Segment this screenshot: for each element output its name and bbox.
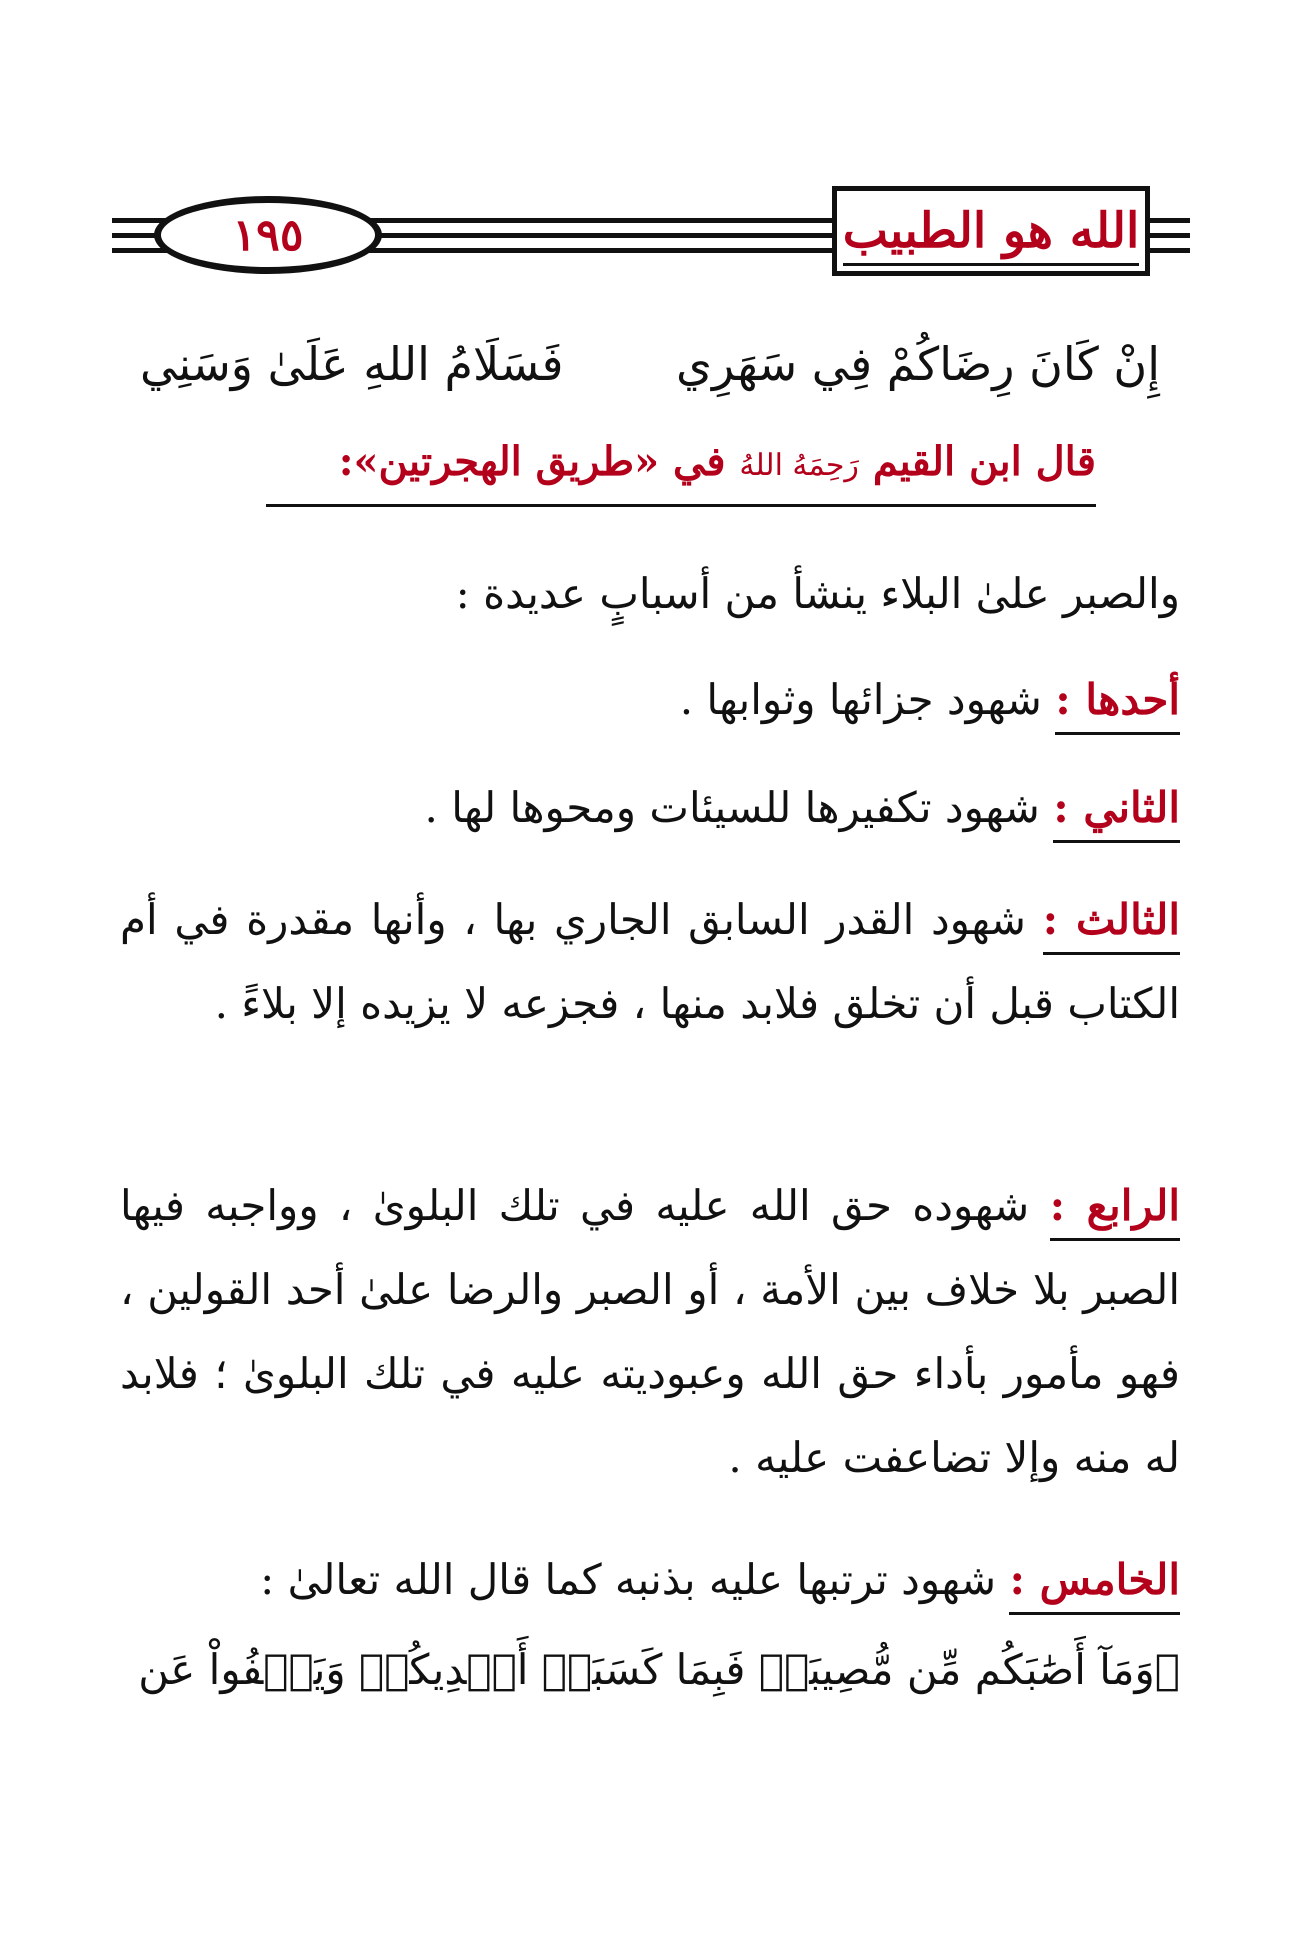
verse-hemistich-1: إِنْ كَانَ رِضَاكُمْ فِي سَهَرِي [675,337,1160,391]
reason-text: شهود جزائها وثوابها . [679,675,1042,724]
page-number: ١٩٥ [154,196,382,274]
reason-item [120,658,1180,742]
quran-verse: ﴿وَمَآ أَصَٰبَكُم مِّن مُّصِيبَةٖ فَبِمَا كَسَبَتۡ أَيۡدِيكُمۡ وَيَعۡفُواْ عَن [138,1645,1180,1694]
quote-heading [266,424,1096,507]
reason-label: أحدها : [1055,675,1180,735]
reason-label: الخامس : [1009,1555,1180,1615]
reason-label: الثالث : [1043,895,1180,955]
book-title: الله هو الطبيب [832,186,1150,276]
page-header [112,186,1190,286]
reason-item [120,766,1180,850]
reason-item [120,1538,1180,1622]
honorific: رَحِمَهُ اللهُ [739,448,859,483]
intro-paragraph: والصبر علىٰ البلاء ينشأ من أسبابٍ عديدة : [455,569,1180,618]
reason-label: الثاني : [1053,783,1180,843]
reason-text: شهود تكفيرها للسيئات ومحوها لها . [424,783,1040,832]
reason-label: الرابع : [1050,1181,1180,1241]
reason-text: شهود ترتبها عليه بذنبه كما قال الله تعالىٰ : [260,1555,997,1604]
quote-part-2: في «طريق الهجرتين»: [338,438,726,485]
verse-hemistich-2: فَسَلَامُ اللهِ عَلَىٰ وَسَنِي [140,337,564,391]
quote-part-1: قال ابن القيم [872,438,1096,485]
reason-item [120,1164,1180,1500]
reason-text: شهود القدر السابق الجاري بها ، وأنها مقدرة في أم الكتاب قبل أن تخلق فلابد منها ، فجزعه لا يزيده إلا بلاءً . [120,895,1180,1028]
poetry-verse [140,324,1160,404]
reason-text: شهوده حق الله عليه في تلك البلوىٰ ، وواجبه فيها الصبر بلا خلاف بين الأمة ، أو الصبر والرضا علىٰ أحد القولين ، فهو مأمور بأداء حق الله وعبوديته عليه في تلك البلوىٰ ؛ فلابد له منه وإلا تضاعفت عليه . [120,1181,1180,1482]
reason-item [120,878,1180,1046]
